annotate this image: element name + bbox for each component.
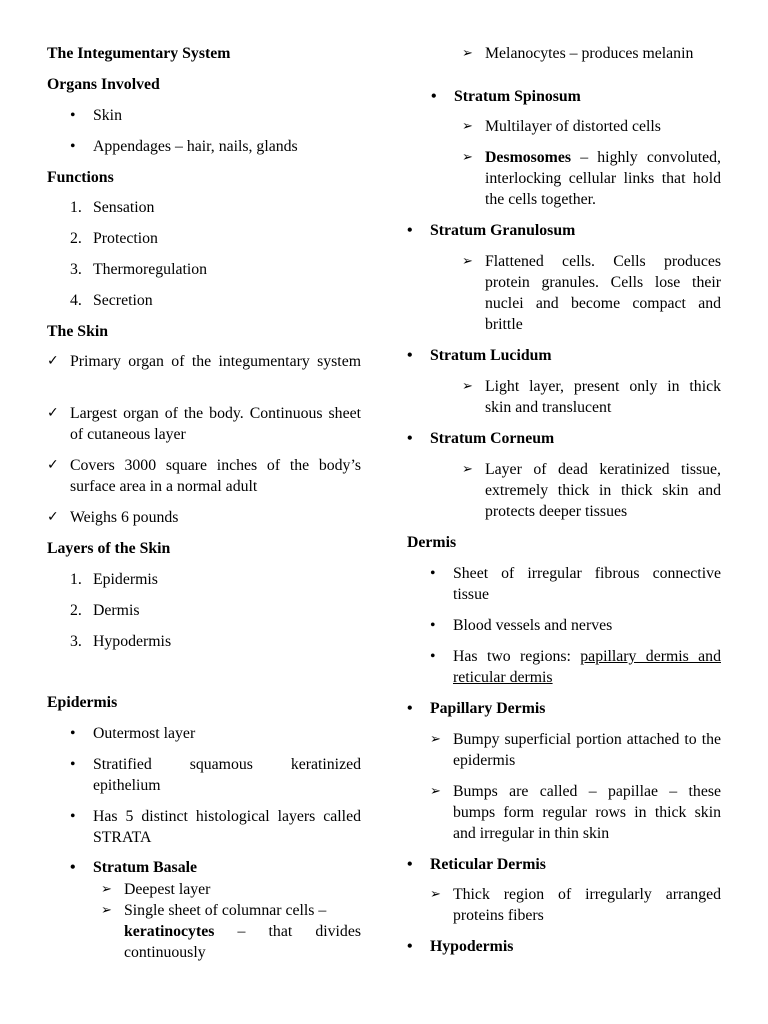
bullet-marker: •: [407, 347, 413, 364]
basale-point-continued: [124, 921, 361, 963]
stratum-basale-heading: Stratum Basale: [93, 859, 197, 876]
epidermis-heading: Epidermis: [47, 694, 118, 711]
bullet-marker: •: [70, 808, 76, 825]
document-title: The Integumentary System: [47, 45, 231, 62]
arrow-icon: ➢: [101, 882, 112, 897]
check-icon: ✓: [47, 457, 59, 473]
skin-point: Weighs 6 pounds: [70, 509, 179, 526]
skin-point: Primary organ of the integumentary system: [70, 353, 361, 370]
organ-item: Skin: [93, 107, 122, 124]
function-item: Thermoregulation: [93, 261, 208, 278]
arrow-icon: ➢: [430, 784, 441, 799]
arrow-icon: ➢: [101, 903, 112, 918]
papillary-point: Bumps are called – papillae – these bumps form regular rows in thick skin and irregular in thin skin: [453, 783, 721, 842]
number-marker: 1.: [70, 199, 82, 216]
reticular-point: Thick region of irregularly arranged proteins fibers: [453, 886, 721, 924]
epidermis-point: Has 5 distinct histological layers called STRATA: [93, 808, 361, 846]
function-item: Sensation: [93, 199, 155, 216]
arrow-icon: ➢: [462, 254, 473, 269]
arrow-icon: ➢: [462, 379, 473, 394]
number-marker: 3.: [70, 633, 82, 650]
function-item: Secretion: [93, 292, 153, 309]
keratinocytes-term: keratinocytes: [124, 923, 215, 940]
bullet-marker: •: [407, 222, 413, 239]
layers-heading: Layers of the Skin: [47, 540, 171, 557]
basale-point-rest: – that divides continuously: [124, 923, 361, 961]
spinosum-point: Multilayer of distorted cells: [485, 118, 661, 135]
reticular-dermis-heading: Reticular Dermis: [430, 856, 546, 873]
stratum-lucidum-heading: Stratum Lucidum: [430, 347, 552, 364]
bullet-marker: •: [70, 107, 76, 124]
hypodermis-heading: Hypodermis: [430, 938, 514, 955]
bullet-marker: •: [431, 88, 437, 105]
check-icon: ✓: [47, 405, 59, 421]
melanocytes-point: Melanocytes – produces melanin: [485, 45, 694, 62]
layer-item: Dermis: [93, 602, 140, 619]
desmosomes-point: [485, 147, 721, 210]
stratum-spinosum-heading: Stratum Spinosum: [454, 88, 581, 105]
basale-point: Single sheet of columnar cells –: [124, 902, 327, 919]
bullet-marker: •: [430, 617, 436, 634]
epidermis-point: Outermost layer: [93, 725, 196, 742]
papillary-dermis-heading: Papillary Dermis: [430, 700, 546, 717]
skin-point: Covers 3000 square inches of the body’s surface area in a normal adult: [70, 457, 361, 495]
arrow-icon: ➢: [462, 119, 473, 134]
organ-item: Appendages – hair, nails, glands: [93, 138, 298, 155]
check-icon: ✓: [47, 509, 59, 525]
arrow-icon: ➢: [462, 462, 473, 477]
bullet-marker: •: [70, 138, 76, 155]
bullet-marker: •: [407, 856, 413, 873]
granulosum-point: Flattened cells. Cells produces protein granules. Cells lose their nuclei and become compact and brittle: [485, 253, 721, 333]
layer-item: Epidermis: [93, 571, 158, 588]
skin-heading: The Skin: [47, 323, 109, 340]
basale-point: Deepest layer: [124, 881, 211, 898]
epidermis-point: Stratified squamous keratinized epithelium: [93, 756, 361, 794]
arrow-icon: ➢: [462, 46, 473, 61]
function-item: Protection: [93, 230, 158, 247]
bullet-marker: •: [407, 700, 413, 717]
number-marker: 4.: [70, 292, 82, 309]
skin-point: Largest organ of the body. Continuous sheet of cutaneous layer: [70, 405, 361, 443]
dermis-heading: Dermis: [407, 534, 457, 551]
stratum-granulosum-heading: Stratum Granulosum: [430, 222, 576, 239]
regions-underlined: papillary dermis and reticular dermis: [453, 648, 721, 686]
regions-prefix: Has two regions:: [453, 648, 581, 665]
bullet-marker: •: [70, 859, 76, 876]
bullet-marker: •: [430, 565, 436, 582]
functions-heading: Functions: [47, 169, 114, 186]
number-marker: 2.: [70, 602, 82, 619]
bullet-marker: •: [430, 648, 436, 665]
desmosomes-rest: – highly convoluted, interlocking cellular links that hold the cells together.: [485, 149, 721, 208]
bullet-marker: •: [407, 938, 413, 955]
number-marker: 2.: [70, 230, 82, 247]
dermis-point: Blood vessels and nerves: [453, 617, 613, 634]
corneum-point: Layer of dead keratinized tissue, extremely thick in thick skin and protects deeper tissues: [485, 461, 721, 520]
arrow-icon: ➢: [430, 887, 441, 902]
desmosomes-term: Desmosomes: [485, 149, 571, 166]
number-marker: 1.: [70, 571, 82, 588]
bullet-marker: •: [70, 725, 76, 742]
bullet-marker: •: [70, 756, 76, 773]
stratum-corneum-heading: Stratum Corneum: [430, 430, 555, 447]
papillary-point: Bumpy superficial portion attached to the epidermis: [453, 731, 721, 769]
number-marker: 3.: [70, 261, 82, 278]
arrow-icon: ➢: [430, 732, 441, 747]
organs-heading: Organs Involved: [47, 76, 160, 93]
check-icon: ✓: [47, 353, 59, 369]
layer-item: Hypodermis: [93, 633, 172, 650]
bullet-marker: •: [407, 430, 413, 447]
lucidum-point: Light layer, present only in thick skin and translucent: [485, 378, 721, 416]
dermis-point: Sheet of irregular fibrous connective tissue: [453, 565, 721, 603]
arrow-icon: ➢: [462, 150, 473, 165]
dermis-regions-point: [453, 646, 721, 688]
